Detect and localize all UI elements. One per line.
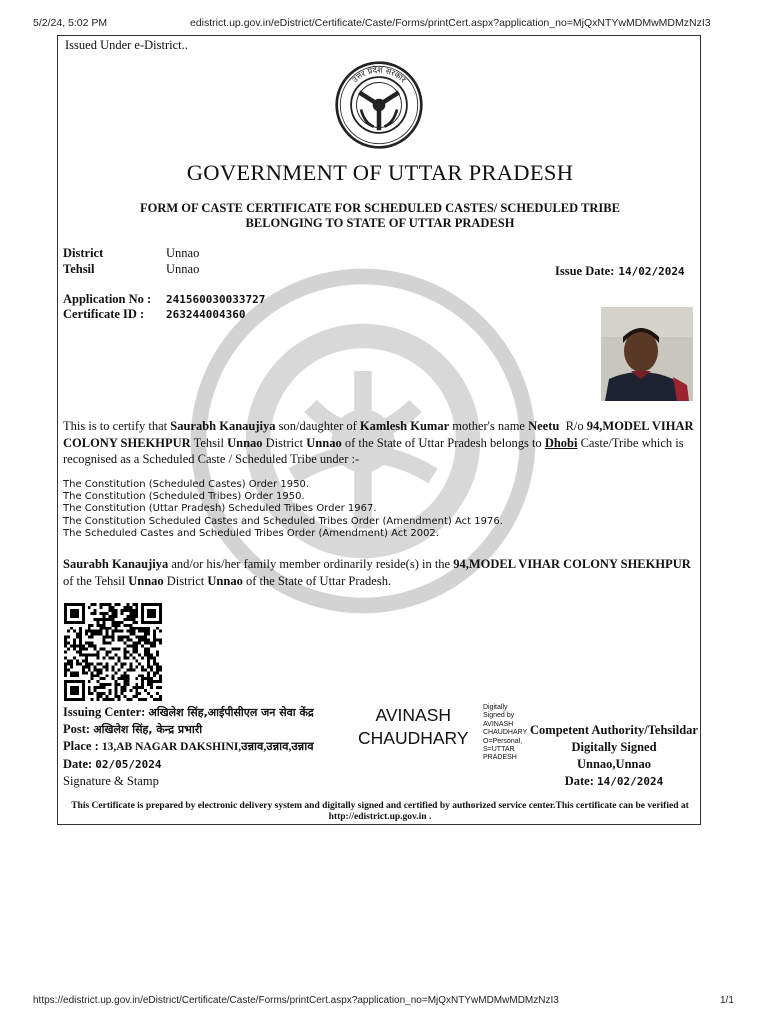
order-item: The Scheduled Castes and Scheduled Tribes Order (Amendment) Act 2002.	[63, 527, 439, 539]
signer-last-name: CHAUDHARY	[358, 728, 469, 748]
verification-note	[68, 801, 692, 823]
certificate-id-value: 263244004360	[166, 308, 246, 321]
signer-first-name: AVINASH	[375, 705, 452, 725]
signature-stamp-label: Signature & Stamp	[63, 774, 159, 788]
emblem-caption: उत्तर प्रदेश सरकार	[349, 64, 409, 85]
issued-under-text: Issued Under e-District..	[65, 38, 188, 52]
print-url: edistrict.up.gov.in/eDistrict/Certificate/Caste/Forms/printCert.aspx?application_no=MjQxNTYwMDMwMDMzNzI3	[190, 17, 711, 29]
caste-certificate	[57, 35, 701, 825]
form-title-line2: BELONGING TO STATE OF UTTAR PRADESH	[245, 216, 515, 230]
application-no-label: Application No :	[63, 292, 152, 306]
body-text: District	[163, 573, 208, 588]
authority-date-value: 14/02/2024	[597, 775, 664, 788]
digital-signature-name	[358, 704, 469, 750]
body-text: and/or his/her family member ordinarily reside(s) in the	[168, 557, 454, 571]
district-label: District	[63, 246, 104, 260]
body-text: of the State of Uttar Pradesh.	[242, 573, 392, 588]
body-text: District	[262, 435, 307, 450]
applicant-name: Saurabh Kanaujiya	[63, 557, 169, 571]
residence-address: 94,MODEL VIHAR COLONY SHEKHPUR	[63, 419, 694, 450]
tehsil-value: Unnao	[166, 262, 200, 276]
body-text: of the State of Uttar Pradesh belongs to	[341, 435, 545, 450]
form-title	[98, 201, 662, 231]
issuing-date-value: 02/05/2024	[95, 758, 162, 771]
body-text: Caste/Tribe which is recognised as a Scheduled Caste / Scheduled Tribe under :-	[63, 435, 684, 466]
application-no-value: 241560030033727	[166, 293, 266, 306]
issuing-center-value: अखिलेश सिंह,आईपीसीएल जन सेवा केंद्र	[148, 706, 314, 719]
place-value: 13,AB NAGAR DAKSHINI,उन्नाव,उन्नाव,उन्नाव	[101, 741, 314, 753]
qr-modules	[64, 603, 162, 701]
father-name: Kamlesh Kumar	[359, 419, 450, 433]
verification-note-line: This Certificate is prepared by electronic delivery system and digitally signed and certified by authorized service center.This certificate can be verified at	[71, 801, 689, 811]
print-timestamp: 5/2/24, 5:02 PM	[33, 17, 108, 29]
digital-signature-details	[483, 704, 527, 763]
signature-detail-line: O=Personal,	[483, 737, 523, 745]
signature-detail-line: Digitally	[483, 704, 508, 711]
certificate-id-label: Certificate ID :	[63, 307, 145, 321]
tehsil-name: Unnao	[128, 573, 164, 588]
signature-detail-line: AVINASH	[483, 720, 514, 728]
government-title: GOVERNMENT OF UTTAR PRADESH	[186, 160, 574, 185]
authority-date-label: Date:	[564, 774, 594, 788]
footer-url: https://edistrict.up.gov.in/eDistrict/Certificate/Caste/Forms/printCert.aspx?application_no=MjQxNTYwMDMwMDMzNzI3	[33, 995, 559, 1006]
district-name: Unnao	[207, 573, 243, 588]
issue-date-label: Issue Date:	[555, 264, 615, 278]
order-item: The Constitution (Uttar Pradesh) Scheduled Tribes Order 1967.	[63, 503, 377, 515]
signature-detail-line: Signed by	[483, 712, 515, 720]
issuing-center-label: Issuing Center:	[63, 705, 146, 719]
order-item: The Constitution (Scheduled Castes) Order 1950.	[63, 479, 310, 490]
body-text: of the Tehsil	[63, 573, 129, 588]
applicant-photo	[601, 307, 693, 401]
constitution-orders-list	[63, 479, 503, 540]
signature-detail-line: CHAUDHARY	[483, 729, 528, 737]
competent-authority-block	[528, 722, 700, 790]
certification-paragraph	[63, 418, 695, 468]
applicant-name: Saurabh Kanaujiya	[170, 419, 276, 433]
authority-title: Competent Authority/Tehsildar	[530, 723, 698, 737]
verification-qr-code[interactable]	[64, 603, 162, 701]
tehsil-name: Unnao	[227, 435, 263, 450]
body-text: R/o	[559, 419, 587, 433]
residence-paragraph	[63, 556, 695, 589]
issue-date	[555, 262, 685, 280]
signature-detail-line: PRADESH	[483, 754, 517, 762]
caste-name: Dhobi	[544, 435, 578, 450]
up-government-emblem-icon	[334, 60, 424, 150]
authority-place: Unnao,Unnao	[577, 757, 651, 771]
residence-address: 94,MODEL VIHAR COLONY SHEKHPUR	[453, 557, 691, 571]
authority-signed: Digitally Signed	[571, 740, 657, 754]
body-text: son/daughter of	[275, 419, 360, 433]
page-count: 1/1	[720, 995, 734, 1006]
mother-name: Neetu	[528, 419, 560, 433]
tehsil-label: Tehsil	[63, 262, 95, 276]
district-value: Unnao	[166, 246, 200, 260]
issue-date-value: 14/02/2024	[618, 265, 685, 278]
issuing-center-block	[63, 704, 314, 790]
form-title-line1: FORM OF CASTE CERTIFICATE FOR SCHEDULED CASTES/ SCHEDULED TRIBE	[140, 201, 620, 215]
signature-detail-line: S=UTTAR	[483, 746, 515, 754]
body-text: This is to certify that	[63, 419, 171, 433]
post-value: अखिलेश सिंह, केन्द्र प्रभारी	[93, 723, 203, 736]
order-item: The Constitution (Scheduled Tribes) Order 1950.	[63, 491, 305, 503]
verification-link[interactable]: http://edistrict.up.gov.in .	[328, 812, 432, 822]
post-label: Post:	[63, 722, 91, 736]
issuing-date-label: Date:	[63, 757, 93, 771]
place-label: Place :	[63, 739, 99, 753]
body-text: Tehsil	[190, 435, 228, 450]
district-name: Unnao	[306, 435, 342, 450]
order-item: The Constitution Scheduled Castes and Scheduled Tribes Order (Amendment) Act 1976.	[63, 515, 503, 527]
body-text: mother's name	[449, 419, 529, 433]
